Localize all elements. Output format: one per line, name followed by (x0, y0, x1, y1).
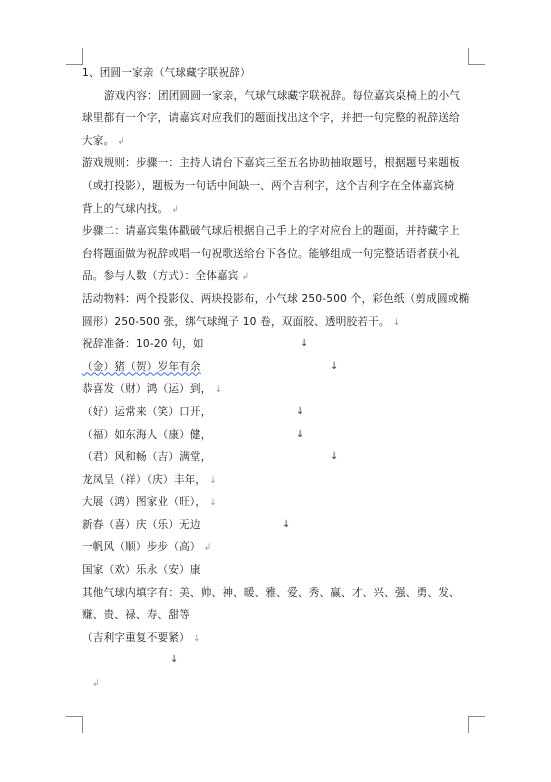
section-title: 1、团圆一家亲（气球藏字联祝辞） (82, 67, 251, 79)
empty-line (82, 672, 472, 695)
line-break-mark: ↓ (214, 385, 223, 396)
phrase-line: 新春（喜）庆（乐）无边 ↓ (82, 514, 472, 537)
others-line-2: 赚、贵、禄、寿、甜等 (82, 609, 190, 622)
phrase-line: 大展（鸿）图家业（旺）， ↓ (82, 496, 217, 509)
materials-line-2: 圆形）250-500 张，绑气球绳子 10 卷，双面胶、透明胶若干。 ↓ (82, 315, 401, 328)
phrase-line: （金）猪（贺）岁年有余 ↓ (82, 356, 472, 379)
line-break-mark: ↓ (330, 451, 339, 463)
note-line: （吉利字重复不要紧） ↓ (82, 631, 201, 644)
line-break-mark: ↓ (296, 428, 305, 440)
paragraph-mark: ↲ (203, 543, 212, 554)
rule1-line-2: （或打投影），题板为一句话中间缺一、两个吉利字，这个吉利字在全体嘉宾椅 (82, 179, 455, 192)
rule2-line-3: 品。参与人数（方式）：全体嘉宾 ↲ (82, 270, 250, 283)
phrase-line: 一帆风（顺）步步（高） ↲ (82, 541, 212, 554)
intro-line-1: 游戏内容：团团圆圆一家亲，气球气球藏字联祝辞。每位嘉宾桌椅上的小气 (104, 89, 461, 102)
line-break-mark: ↓ (209, 475, 217, 486)
line-break-mark: ↓ (300, 338, 309, 350)
line-break-mark: ↓ (192, 633, 201, 644)
rule1-line-3: 背上的气球内找。 ↲ (82, 202, 180, 215)
phrase-line: 国家（欢）乐永（安）康 (82, 564, 201, 577)
line-break-mark: ↓ (209, 498, 217, 509)
others-line-1: 其他气球内填字有：美、帅、神、暖、雅、爱、秀、赢、才、兴、强、勇、发、 (82, 586, 460, 599)
materials-line-1: 活动物料：两个投影仪、两块投影布，小气球 250-500 个，彩色纸（剪成圆或椭 (82, 292, 470, 305)
empty-line (82, 649, 472, 672)
intro-line-2: 球里都有一个字，请嘉宾对应我们的题面找出这个字，并把一句完整的祝辞送给 (82, 112, 460, 125)
paragraph-mark: ↲ (171, 204, 180, 215)
phrase-line: 龙凤呈（祥）（庆）丰年， ↓ (82, 473, 217, 486)
rule2-line-2: 台将题面做为祝辞或唱一句祝歌送给台下各位。能够组成一句完整话语者获小礼 (82, 247, 460, 260)
phrase-line: （君）风和畅（吉）满堂， ↓ (82, 446, 472, 469)
line-break-mark: ↓ (296, 405, 305, 417)
paragraph-mark: ↲ (92, 679, 100, 690)
phrase-line: （福）如东海人（康）健， ↓ (82, 424, 472, 447)
crop-mark-bottom-left (66, 716, 83, 733)
prep-line: 祝辞准备：10-20 句，如 ↓ (82, 333, 472, 356)
intro-line-3: 大家。 ↲ (82, 134, 126, 147)
paragraph-mark: ↲ (117, 136, 126, 147)
line-break-mark: ↓ (170, 654, 179, 666)
line-break-mark: ↓ (282, 518, 291, 530)
phrase-line: （好）运常来（笑）口开， ↓ (82, 401, 472, 424)
paragraph-mark: ↲ (241, 272, 250, 283)
line-break-mark: ↓ (330, 360, 339, 372)
rule2-line-1: 步骤二：请嘉宾集体戳破气球后根据自己手上的字对应台上的题面，并持藏字上 (82, 225, 460, 238)
crop-mark-bottom-right (468, 716, 485, 733)
crop-mark-top-left (66, 48, 83, 65)
phrase-line: 恭喜发（财）鸿（运）到， ↓ (82, 383, 223, 396)
rule1-line-1: 游戏规则：步骤一：主持人请台下嘉宾三至五名协助抽取题号，根据题号来题板 (82, 157, 460, 170)
document-body[interactable] (82, 62, 472, 695)
line-break-mark: ↓ (392, 317, 401, 328)
